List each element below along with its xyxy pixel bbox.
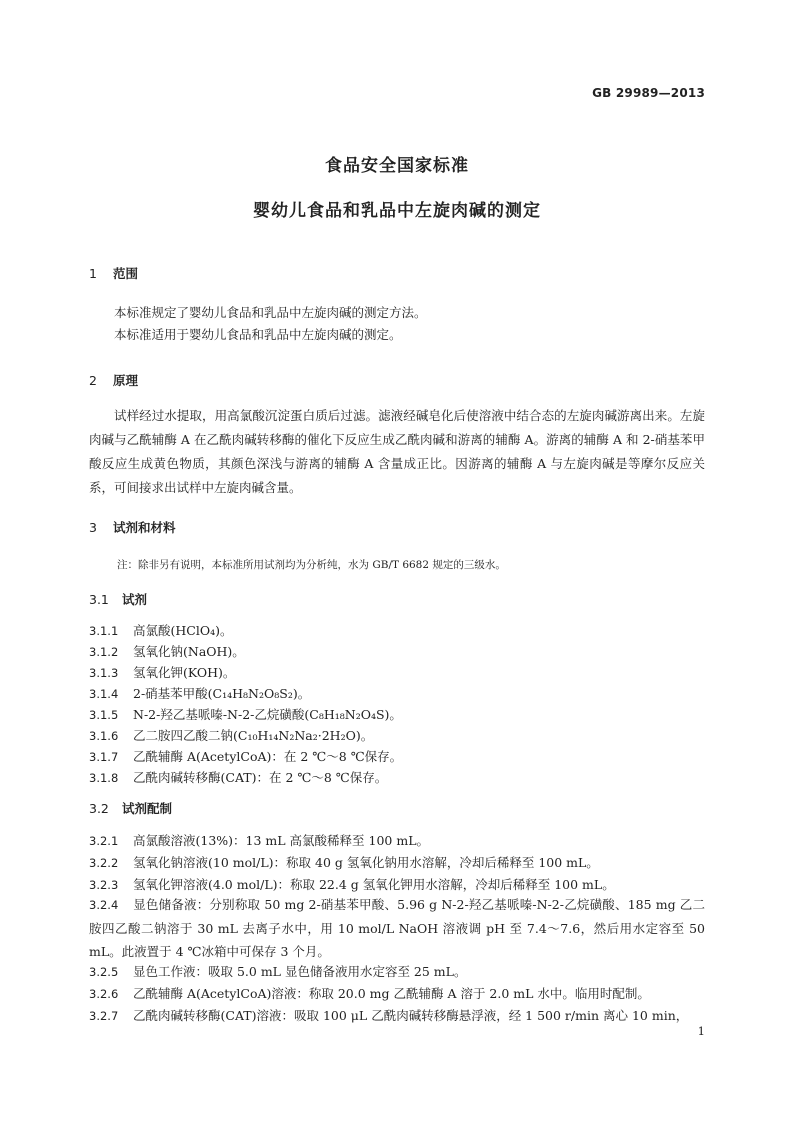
section-3-heading: [89, 518, 176, 536]
item-number: 3.2.7: [89, 1009, 119, 1023]
item-number: 3.2.3: [89, 878, 119, 892]
doc-subtitle: 婴幼儿食品和乳品中左旋肉碱的测定: [253, 201, 541, 221]
reagent-item: [89, 684, 705, 702]
subsection-number: 3.2: [89, 801, 109, 816]
item-text: 乙酰辅酶 A(AcetylCoA)：在 2 ℃～8 ℃保存。: [133, 749, 403, 764]
prep-item: [89, 853, 705, 871]
reagent-item: [89, 768, 705, 786]
reagent-item: [89, 642, 705, 660]
section-title: 试剂和材料: [113, 520, 176, 535]
item-number: 3.1.6: [89, 729, 119, 743]
section-2-heading: [89, 371, 138, 389]
item-number: 3.1.4: [89, 687, 119, 701]
item-number: 3.1.8: [89, 771, 119, 785]
subsection-title: 试剂: [122, 592, 148, 607]
reagent-item: [89, 726, 705, 744]
item-number: 3.2.6: [89, 987, 119, 1001]
prep-item: [89, 962, 705, 980]
subsection-number: 3.1: [89, 592, 109, 607]
item-text: 氢氧化钾溶液(4.0 mol/L)：称取 22.4 g 氢氧化钾用水溶解，冷却后稀释至 100 mL。: [133, 877, 615, 892]
item-number: 3.1.1: [89, 624, 119, 638]
item-text: 高氯酸溶液(13%)：13 mL 高氯酸稀释至 100 mL。: [133, 833, 430, 848]
section-1-heading: [89, 264, 138, 282]
item-number: 3.2.5: [89, 965, 119, 979]
item-text: N-2-羟乙基哌嗪-N-2-乙烷磺酸(C₈H₁₈N₂O₄S)。: [133, 707, 402, 722]
scope-paragraph-1: 本标准规定了婴幼儿食品和乳品中左旋肉碱的测定方法。: [114, 305, 427, 320]
standard-number: GB 29989—2013: [592, 86, 705, 100]
scope-paragraph-2: 本标准适用于婴幼儿食品和乳品中左旋肉碱的测定。: [114, 327, 402, 342]
reagent-item: [89, 705, 705, 723]
item-text: 2-硝基苯甲酸(C₁₄H₈N₂O₈S₂)。: [133, 686, 311, 701]
subsection-3-1-heading: [89, 590, 147, 608]
item-number: 3.1.3: [89, 666, 119, 680]
reagent-item: [89, 747, 705, 765]
note: 注：除非另有说明，本标准所用试剂均为分析纯，水为 GB/T 6682 规定的三级水。: [117, 559, 506, 571]
item-number: 3.2.1: [89, 834, 119, 848]
reagent-item: [89, 621, 705, 639]
reagent-item: [89, 663, 705, 681]
item-text: 氢氧化钠溶液(10 mol/L)：称取 40 g 氢氧化钠用水溶解，冷却后稀释至 100 mL。: [133, 855, 599, 870]
item-text: 显色工作液：吸取 5.0 mL 显色储备液用水定容至 25 mL。: [133, 964, 467, 979]
prep-item: [89, 875, 705, 893]
section-title: 范围: [113, 266, 139, 281]
item-text: 乙酰辅酶 A(AcetylCoA)溶液：称取 20.0 mg 乙酰辅酶 A 溶于 2.0 mL 水中。临用时配制。: [133, 986, 650, 1001]
principle-paragraph: 试样经过水提取，用高氯酸沉淀蛋白质后过滤。滤液经碱皂化后使溶液中结合态的左旋肉碱游离出来。左旋肉碱与乙酰辅酶 A 在乙酰肉碱转移酶的催化下反应生成乙酰肉碱和游离的辅酶 A。游离的辅酶 A 和 2-硝基苯甲酸反应生成黄色物质，其颜色深浅与游离的辅酶 A 含量成正比。因游离的辅酶 A 与左旋肉碱是等摩尔反应关系，可间接求出试样中左旋肉碱含量。: [89, 408, 705, 495]
item-number: 3.2.4: [89, 898, 119, 912]
prep-item: [89, 1006, 705, 1024]
item-number: 3.1.7: [89, 750, 119, 764]
section-number: 2: [89, 373, 97, 388]
item-text: 乙酰肉碱转移酶(CAT)：在 2 ℃～8 ℃保存。: [133, 770, 388, 785]
item-text: 氢氧化钠(NaOH)。: [133, 644, 245, 659]
item-text: 高氯酸(HClO₄)。: [133, 623, 233, 638]
section-number: 3: [89, 520, 97, 535]
item-text: 显色储备液：分别称取 50 mg 2-硝基苯甲酸、5.96 g N-2-羟乙基哌嗪-N-2-乙烷磺酸、185 mg 乙二胺四乙酸二钠溶于 30 mL 去离子水中，用 10 mol/L NaOH 溶液调 pH 至 7.4～7.6，然后用水定容至 50 mL。此液置于 4 ℃冰箱中可保存 3 个月。: [89, 897, 705, 959]
doc-title: 食品安全国家标准: [325, 156, 469, 176]
subsection-title: 试剂配制: [122, 801, 173, 816]
section-number: 1: [89, 266, 97, 281]
section-title: 原理: [113, 373, 139, 388]
prep-item: [89, 831, 705, 849]
page-number: 1: [697, 1024, 705, 1038]
item-text: 氢氧化钾(KOH)。: [133, 665, 236, 680]
item-text: 乙酰肉碱转移酶(CAT)溶液：吸取 100 μL 乙酰肉碱转移酶悬浮液，经 1 500 r/min 离心 10 min，: [133, 1008, 689, 1023]
item-text: 乙二胺四乙酸二钠(C₁₀H₁₄N₂Na₂·2H₂O)。: [133, 728, 374, 743]
item-number: 3.1.2: [89, 645, 119, 659]
item-number: 3.2.2: [89, 856, 119, 870]
item-number: 3.1.5: [89, 708, 119, 722]
prep-item-multiline: [89, 893, 705, 963]
prep-item: [89, 984, 705, 1002]
subsection-3-2-heading: [89, 799, 172, 817]
